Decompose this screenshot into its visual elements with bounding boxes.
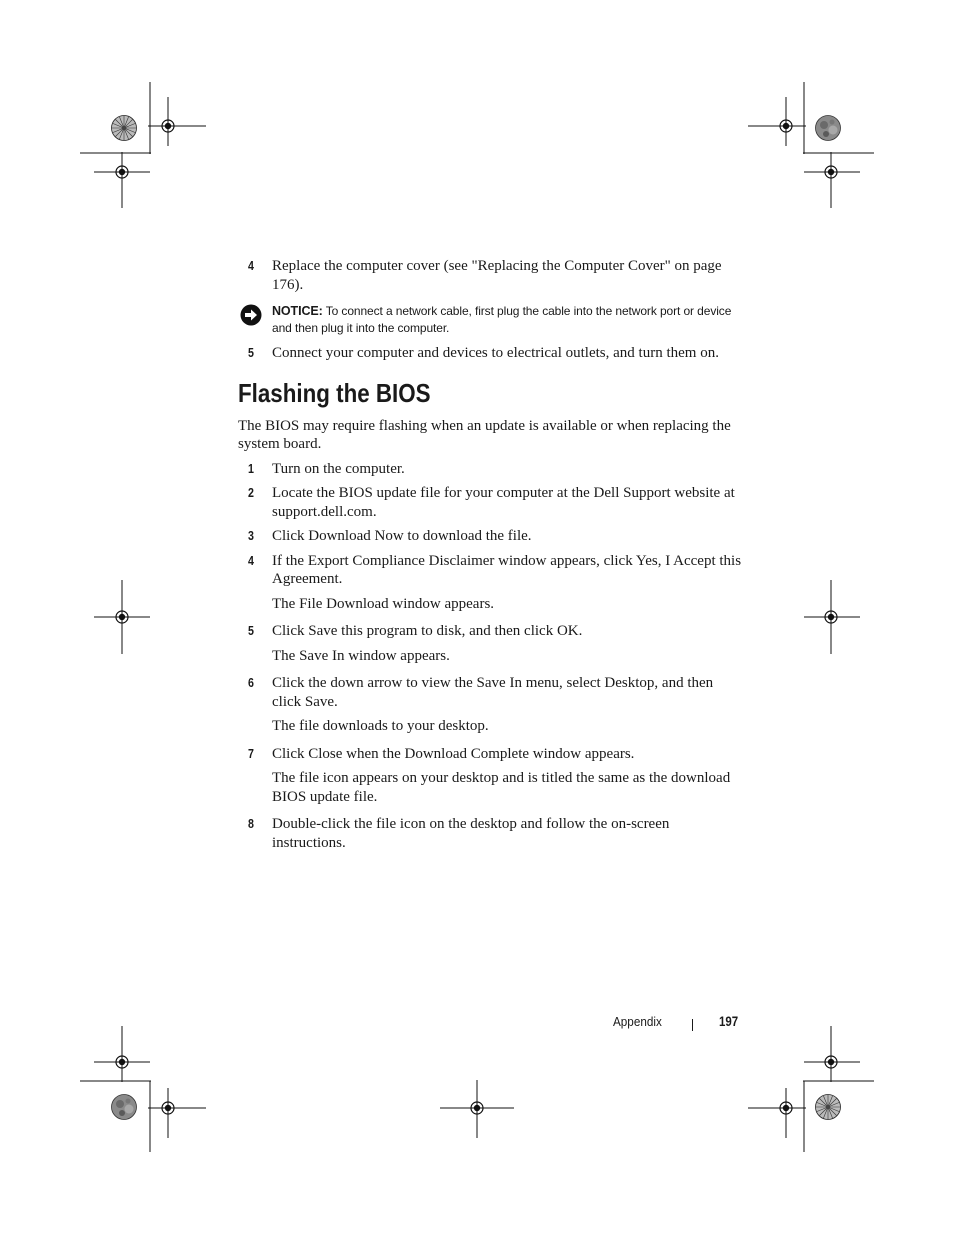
- step-6: [238, 674, 743, 711]
- step-text: Turn on the computer.: [272, 460, 405, 477]
- step-number: 6: [248, 675, 254, 690]
- notice-arrow-icon: [240, 304, 262, 326]
- step-5-result: The Save In window appears.: [272, 647, 450, 664]
- step-4: [238, 552, 743, 589]
- step-5-connect-power: [238, 344, 743, 363]
- step-text: Double-click the file icon on the desktop and follow the on-screen instructions.: [272, 816, 670, 851]
- footer-section-title: Appendix: [613, 1014, 662, 1029]
- step-3: [238, 527, 743, 546]
- page-content: [238, 257, 743, 852]
- step-number: 8: [248, 816, 254, 831]
- notice-label: NOTICE:: [272, 304, 323, 318]
- section-heading: Flashing the BIOS: [238, 377, 431, 408]
- step-text: Connect your computer and devices to electrical outlets, and turn them on.: [272, 345, 719, 361]
- step-2: [238, 484, 743, 521]
- step-number: 2: [248, 485, 254, 500]
- notice-text: To connect a network cable, first plug the cable into the network port or device and then plug it into the computer.: [272, 304, 732, 335]
- step-number: 3: [248, 528, 254, 543]
- step-number: 7: [248, 745, 254, 761]
- step-8: [238, 815, 743, 852]
- step-7: [238, 745, 743, 764]
- notice-box: [238, 303, 743, 337]
- step-text: Replace the computer cover (see "Replacing the Computer Cover" on page 176).: [272, 258, 722, 293]
- step-4-result: The File Download window appears.: [272, 595, 495, 612]
- step-4-replace-cover: [238, 257, 743, 294]
- step-number: 5: [248, 345, 254, 360]
- step-7-result: The file icon appears on your desktop and is titled the same as the download BIOS update file.: [272, 770, 731, 805]
- step-text: Click the down arrow to view the Save In menu, select Desktop, and then click Save.: [272, 675, 714, 710]
- step-number: 1: [248, 460, 254, 476]
- step-1: [238, 460, 743, 479]
- footer-separator: [692, 1019, 693, 1031]
- step-number: 5: [248, 623, 254, 638]
- step-number: 4: [248, 552, 254, 568]
- step-5: [238, 622, 743, 641]
- step-text: If the Export Compliance Disclaimer window appears, click Yes, I Accept this Agreement.: [272, 552, 742, 587]
- section-intro: The BIOS may require flashing when an update is available or when replacing the system board.: [238, 417, 731, 452]
- step-text: Locate the BIOS update file for your computer at the Dell Support website at support.dell.com.: [272, 485, 735, 520]
- step-text: Click Download Now to download the file.: [272, 528, 532, 544]
- page-number: 197: [719, 1014, 739, 1029]
- step-text: Click Save this program to disk, and then click OK.: [272, 623, 583, 639]
- step-number: 4: [248, 258, 254, 273]
- step-text: Click Close when the Download Complete window appears.: [272, 745, 635, 762]
- step-6-result: The file downloads to your desktop.: [272, 718, 489, 734]
